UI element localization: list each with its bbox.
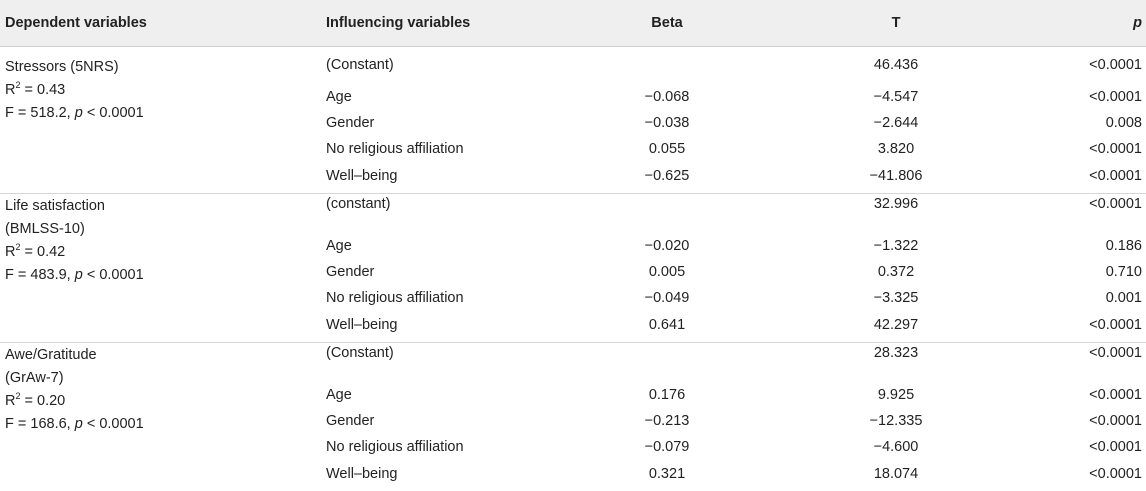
dependent-variable-name: Awe/Gratitude (5, 347, 97, 363)
influencing-variable-cell: (Constant) (326, 57, 394, 73)
influencing-variable-cell: Well–being (326, 466, 398, 482)
beta-cell: −0.625 (644, 168, 690, 184)
beta-cell: 0.055 (648, 141, 686, 157)
table-row (0, 465, 1146, 491)
t-value-cell: 3.820 (877, 141, 915, 157)
dependent-variable-scale: (GrAw-7) (5, 370, 64, 386)
header-influencing: Influencing variables (326, 15, 471, 31)
beta-cell: −0.038 (644, 115, 690, 131)
influencing-variable-cell: Gender (326, 264, 375, 280)
p-value-cell: 0.001 (1105, 290, 1142, 306)
t-value-cell: 0.372 (877, 264, 915, 280)
p-value-cell: <0.0001 (1089, 439, 1142, 455)
table-row (0, 56, 1146, 82)
influencing-variable-cell: Gender (326, 115, 375, 131)
header-t: T (891, 15, 901, 31)
p-value-cell: <0.0001 (1089, 196, 1142, 212)
influencing-variable-cell: (constant) (326, 196, 391, 212)
p-value-cell: <0.0001 (1089, 317, 1142, 333)
p-value-cell: <0.0001 (1089, 141, 1142, 157)
f-statistic-p-symbol: p (74, 105, 83, 121)
p-value-cell: <0.0001 (1089, 387, 1142, 403)
p-value-cell: <0.0001 (1089, 345, 1142, 361)
group-divider (0, 193, 1146, 194)
beta-cell: −0.020 (644, 238, 690, 254)
influencing-variable-cell: Age (326, 238, 352, 254)
table-header (0, 0, 1146, 47)
t-value-cell: −3.325 (873, 290, 919, 306)
f-statistic-value: F = 168.6, (5, 416, 75, 432)
table-row (0, 438, 1146, 464)
r-squared-label: R (5, 393, 16, 409)
p-value-cell: <0.0001 (1089, 89, 1142, 105)
f-statistic-p-value: < 0.0001 (82, 105, 144, 121)
table-row (0, 237, 1146, 263)
beta-cell: 0.321 (648, 466, 686, 482)
t-value-cell: 32.996 (873, 196, 919, 212)
dependent-variable-scale: (BMLSS-10) (5, 221, 85, 237)
t-value-cell: −2.644 (873, 115, 919, 131)
t-value-cell: −4.600 (873, 439, 919, 455)
f-statistic-p-value: < 0.0001 (82, 416, 144, 432)
beta-cell: 0.005 (648, 264, 686, 280)
influencing-variable-cell: Gender (326, 413, 375, 429)
p-value-cell: <0.0001 (1089, 466, 1142, 482)
r-squared-exponent: 2 (15, 80, 21, 90)
r-squared-value: = 0.20 (20, 393, 66, 409)
table-row (0, 167, 1146, 193)
header-dependent: Dependent variables (5, 15, 147, 31)
t-value-cell: −41.806 (869, 168, 923, 184)
t-value-cell: −1.322 (873, 238, 919, 254)
beta-cell: −0.068 (644, 89, 690, 105)
r-squared-label: R (5, 82, 16, 98)
r-squared-exponent: 2 (15, 391, 21, 401)
influencing-variable-cell: Well–being (326, 317, 398, 333)
influencing-variable-cell: No religious affiliation (326, 290, 464, 306)
beta-cell: 0.176 (648, 387, 686, 403)
f-statistic-value: F = 483.9, (5, 267, 75, 283)
dependent-variable-name: Life satisfaction (5, 198, 105, 214)
table-row (0, 316, 1146, 342)
r-squared-value: = 0.42 (20, 244, 66, 260)
table-row (0, 344, 1146, 370)
table-row (0, 88, 1146, 114)
table-row (0, 412, 1146, 438)
table-row (0, 386, 1146, 412)
influencing-variable-cell: (Constant) (326, 345, 394, 361)
p-value-cell: 0.186 (1105, 238, 1142, 254)
table-row (0, 289, 1146, 315)
table-row (0, 114, 1146, 140)
influencing-variable-cell: Age (326, 89, 352, 105)
t-value-cell: 42.297 (873, 317, 919, 333)
beta-cell: −0.049 (644, 290, 690, 306)
t-value-cell: 28.323 (873, 345, 919, 361)
f-statistic-p-symbol: p (74, 267, 83, 283)
p-value-cell: <0.0001 (1089, 168, 1142, 184)
r-squared-value: = 0.43 (20, 82, 66, 98)
table-row (0, 195, 1146, 221)
table-row (0, 263, 1146, 289)
table-row (0, 140, 1146, 166)
influencing-variable-cell: Age (326, 387, 352, 403)
f-statistic-p-symbol: p (74, 416, 83, 432)
beta-cell: −0.213 (644, 413, 690, 429)
header-p: p (1133, 15, 1142, 31)
f-statistic-p-value: < 0.0001 (82, 267, 144, 283)
t-value-cell: 46.436 (873, 57, 919, 73)
r-squared-exponent: 2 (15, 242, 21, 252)
dependent-variable-name: Stressors (5NRS) (5, 59, 119, 75)
r-squared-label: R (5, 244, 16, 260)
p-value-cell: 0.008 (1105, 115, 1142, 131)
group-divider (0, 342, 1146, 343)
p-value-cell: <0.0001 (1089, 413, 1142, 429)
beta-cell: −0.079 (644, 439, 690, 455)
beta-cell: 0.641 (648, 317, 686, 333)
influencing-variable-cell: No religious affiliation (326, 141, 464, 157)
t-value-cell: −12.335 (869, 413, 923, 429)
p-value-cell: <0.0001 (1089, 57, 1142, 73)
p-value-cell: 0.710 (1105, 264, 1142, 280)
t-value-cell: 9.925 (877, 387, 915, 403)
header-beta: Beta (651, 15, 683, 31)
t-value-cell: 18.074 (873, 466, 919, 482)
influencing-variable-cell: Well–being (326, 168, 398, 184)
t-value-cell: −4.547 (873, 89, 919, 105)
f-statistic-value: F = 518.2, (5, 105, 75, 121)
influencing-variable-cell: No religious affiliation (326, 439, 464, 455)
